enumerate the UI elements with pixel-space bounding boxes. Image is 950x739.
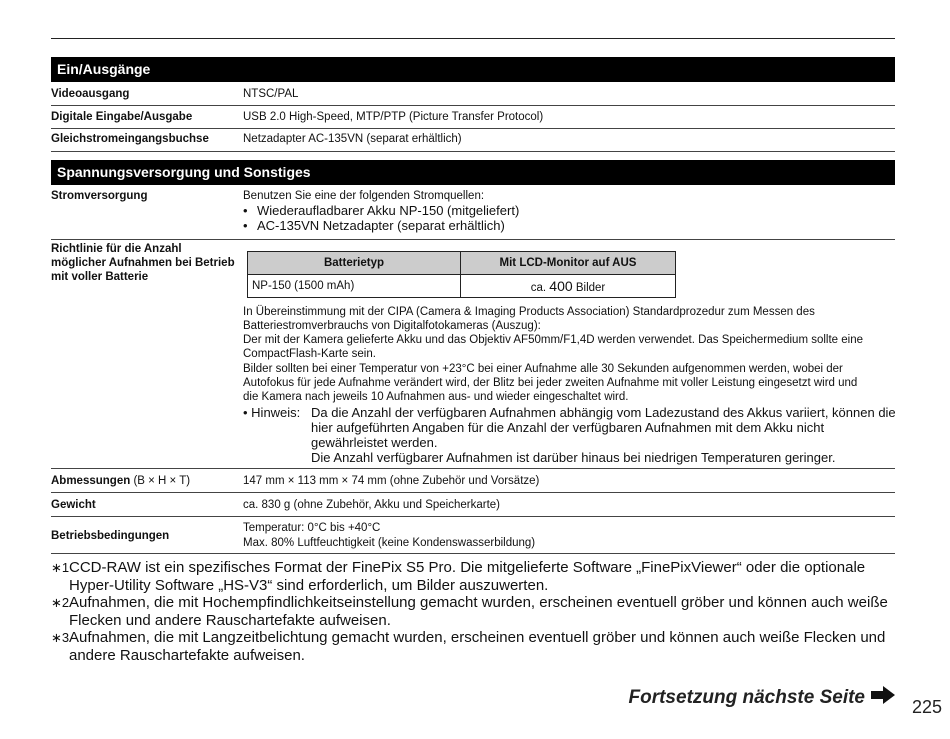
- spec-value: NTSC/PAL: [243, 88, 299, 100]
- hint-line: hier aufgeführten Angaben für die Anzahl der verfügbaren Aufnahmen mit dem Akku nicht: [311, 420, 825, 435]
- cipa-note-line: Der mit der Kamera gelieferte Akku und das Objektiv AF50mm/F1,4D werden verwendet. Das Speichermedium sollte eine: [243, 334, 864, 346]
- spec-value: Benutzen Sie eine der folgenden Stromquellen:: [243, 190, 485, 202]
- spec-label: Digitale Eingabe/Ausgabe: [51, 111, 193, 123]
- page-number: 225: [911, 697, 942, 717]
- shot-count: 400: [549, 278, 573, 294]
- table-cell: NP-150 (1500 mAh): [248, 275, 461, 298]
- top-rule: [51, 38, 895, 39]
- spec-label: Stromversorgung: [51, 190, 148, 202]
- section-header-power: Spannungsversorgung und Sonstiges: [51, 160, 895, 185]
- spec-label: Abmessungen (B × H × T): [51, 475, 191, 487]
- bullet-item: • AC-135VN Netzadapter (separat erhältlich): [243, 218, 505, 233]
- spec-label-line: möglicher Aufnahmen bei Betrieb: [51, 257, 235, 269]
- spec-row-weight: [51, 493, 895, 517]
- spec-value: Netzadapter AC-135VN (separat erhältlich): [243, 133, 462, 145]
- bullet-item: • Wiederaufladbarer Akku NP-150 (mitgeliefert): [243, 203, 520, 218]
- footnote-mark: ∗1: [51, 560, 70, 575]
- bullet-icon: •: [243, 218, 248, 233]
- footnote-3: ∗3 Aufnahmen, die mit Langzeitbelichtung gemacht wurden, erscheinen eventuell gröber und können auch weiße Flecken und andere Rauschartefakte aufweisen.: [51, 629, 886, 664]
- cipa-note-line: CompactFlash-Karte sein.: [243, 348, 376, 360]
- spec-row-dimensions: [51, 469, 895, 493]
- spec-row-dc-in: [51, 129, 895, 152]
- spec-row-power-supply: [51, 185, 895, 240]
- table-header: Mit LCD-Monitor auf AUS: [461, 252, 676, 275]
- spec-value: ca. 830 g (ohne Zubehör, Akku und Speicherkarte): [243, 499, 500, 511]
- cipa-note-line: die Kamera nach jeweils 10 Aufnahmen aus- und wieder eingeschaltet wird.: [243, 391, 629, 403]
- spec-row-video-out: [51, 82, 895, 106]
- spec-value-line: Max. 80% Luftfeuchtigkeit (keine Kondenswasserbildung): [243, 537, 536, 549]
- continuation-link[interactable]: [629, 686, 896, 710]
- battery-table: [247, 251, 676, 298]
- hint-line: Da die Anzahl der verfügbaren Aufnahmen abhängig vom Ladezustand des Akkus variiert, können die: [311, 405, 896, 420]
- spec-row-conditions: [51, 517, 895, 554]
- footnote-1: ∗1 CCD-RAW ist ein spezifisches Format der FinePix S5 Pro. Die mitgelieferte Software „FinePixViewer“ oder die optionale Hyper-Utility Software „HS-V3“ sind erforderlich, um Bilder auszuwerten.: [51, 559, 866, 594]
- spec-label: Gleichstromeingangsbuchse: [51, 133, 209, 145]
- table-header: Batterietyp: [248, 252, 461, 275]
- table-cell-count: ca. 400 Bilder: [461, 275, 676, 298]
- spec-label: Gewicht: [51, 499, 96, 511]
- footnote-2: ∗2 Aufnahmen, die mit Hochempfindlichkeitseinstellung gemacht wurden, erscheinen eventuell gröber und können auch weiße Flecken und andere Rauschartefakte aufweisen.: [51, 594, 888, 629]
- footnote-mark: ∗3: [51, 630, 70, 645]
- cipa-note-line: Batteriestromverbrauchs von Digitalfotokameras (Auszug):: [243, 320, 541, 332]
- spec-label: Videoausgang: [51, 88, 130, 100]
- footnote-mark: ∗2: [51, 595, 70, 610]
- bullet-icon: •: [243, 203, 248, 218]
- spec-label: Betriebsbedingungen: [51, 530, 170, 542]
- spec-value: 147 mm × 113 mm × 74 mm (ohne Zubehör und Vorsätze): [243, 475, 540, 487]
- spec-label-line: Richtlinie für die Anzahl: [51, 243, 182, 255]
- cipa-note-line: Autofokus für jede Aufnahme verändert wird, der Blitz bei jeder zweiten Aufnahme mit voller Leistung eingesetzt wird und: [243, 377, 858, 389]
- spec-value: USB 2.0 High-Speed, MTP/PTP (Picture Transfer Protocol): [243, 111, 544, 123]
- hint-line: Die Anzahl verfügbarer Aufnahmen ist darüber hinaus bei niedrigen Temperaturen geringer.: [311, 450, 836, 465]
- hint-label: • Hinweis:: [243, 405, 301, 420]
- spec-label-line: mit voller Batterie: [51, 271, 149, 283]
- spec-row-digital-io: [51, 106, 895, 129]
- hint-line: gewährleistet werden.: [311, 435, 438, 450]
- cipa-note-line: Bilder sollten bei einer Temperatur von +23°C bei einer Aufnahme alle 30 Sekunden aufgenommen werden, wobei der: [243, 363, 843, 375]
- cipa-note-line: In Übereinstimmung mit der CIPA (Camera & Imaging Products Association) Standardprozedur zum Messen des: [243, 306, 815, 318]
- hint-block: [243, 405, 903, 467]
- section-header-io: Ein/Ausgänge: [51, 57, 895, 82]
- arrow-right-icon: [871, 686, 895, 710]
- continuation-label: Fortsetzung nächste Seite: [628, 687, 865, 709]
- spec-value-line: Temperatur: 0°C bis +40°C: [243, 522, 381, 534]
